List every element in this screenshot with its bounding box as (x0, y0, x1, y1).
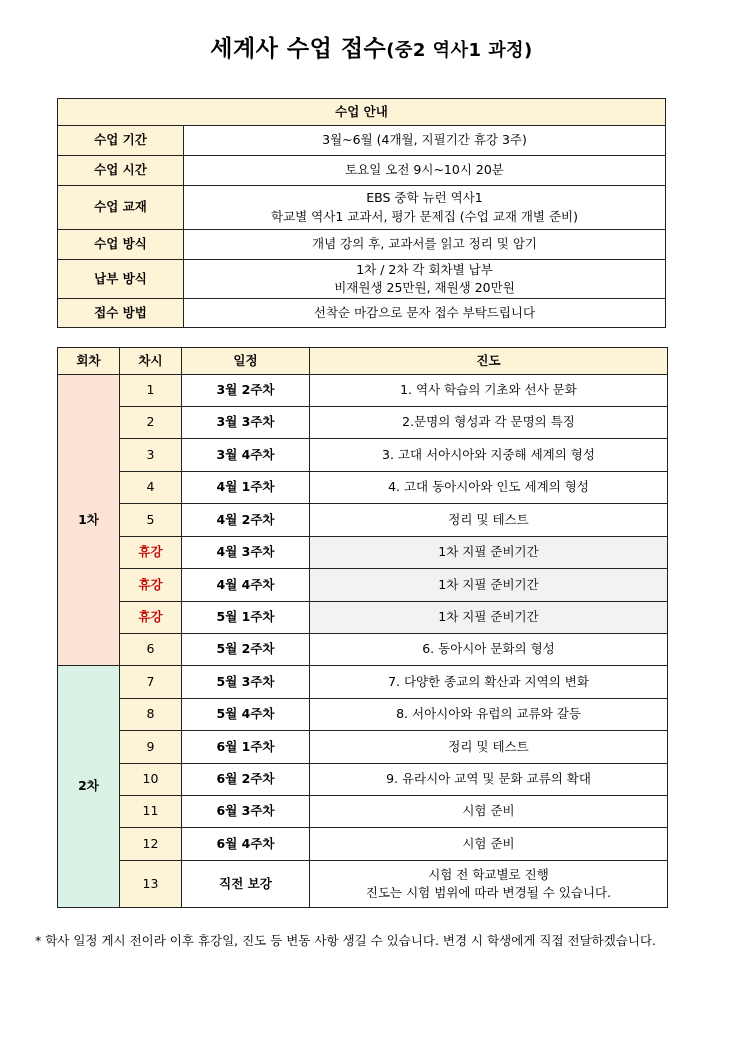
session-cell: 12 (120, 828, 182, 861)
info-value-method: 개념 강의 후, 교과서를 읽고 정리 및 암기 (184, 230, 666, 260)
session-cell: 4 (120, 472, 182, 504)
date-cell: 4월 3주차 (182, 537, 310, 569)
date-cell: 6월 3주차 (182, 796, 310, 828)
session-cell: 13 (120, 861, 182, 908)
date-cell: 직전 보강 (182, 861, 310, 908)
info-label-textbook: 수업 교재 (58, 186, 184, 230)
progress-cell: 1차 지필 준비기간 (310, 569, 668, 602)
date-cell: 4월 4주차 (182, 569, 310, 602)
progress-cell: 시험 준비 (310, 828, 668, 861)
date-cell: 3월 4주차 (182, 439, 310, 472)
progress-cell: 시험 전 학교별로 진행 진도는 시험 범위에 따라 변경될 수 있습니다. (310, 861, 668, 908)
info-label-payment: 납부 방식 (58, 260, 184, 299)
class-info-table (57, 98, 666, 328)
info-value-payment: 1차 / 2차 각 회차별 납부 비재원생 25만원, 재원생 20만원 (184, 260, 666, 299)
header-session: 차시 (120, 348, 182, 375)
group-round-1: 1차 (58, 375, 120, 666)
info-value-time: 토요일 오전 9시~10시 20분 (184, 156, 666, 186)
progress-cell: 정리 및 테스트 (310, 504, 668, 537)
info-label-apply: 접수 방법 (58, 299, 184, 328)
title-sub: (중2 역사1 과정) (386, 40, 533, 61)
info-value-period: 3월~6월 (4개월, 지필기간 휴강 3주) (184, 126, 666, 156)
header-date: 일정 (182, 348, 310, 375)
info-label-time: 수업 시간 (58, 156, 184, 186)
progress-cell: 정리 및 테스트 (310, 731, 668, 764)
page-title (0, 30, 743, 63)
date-cell: 3월 3주차 (182, 407, 310, 439)
date-cell: 5월 4주차 (182, 699, 310, 731)
date-cell: 4월 2주차 (182, 504, 310, 537)
progress-cell: 8. 서아시아와 유럽의 교류와 갈등 (310, 699, 668, 731)
session-cell: 10 (120, 764, 182, 796)
session-cell: 5 (120, 504, 182, 537)
date-cell: 6월 4주차 (182, 828, 310, 861)
session-cell: 1 (120, 375, 182, 407)
date-cell: 6월 1주차 (182, 731, 310, 764)
date-cell: 5월 1주차 (182, 602, 310, 634)
session-cell: 2 (120, 407, 182, 439)
date-cell: 4월 1주차 (182, 472, 310, 504)
group-round-2: 2차 (58, 666, 120, 908)
title-main: 세계사 수업 접수 (210, 36, 387, 62)
date-cell: 5월 2주차 (182, 634, 310, 666)
progress-cell: 9. 유라시아 교역 및 문화 교류의 확대 (310, 764, 668, 796)
progress-cell: 7. 다양한 종교의 확산과 지역의 변화 (310, 666, 668, 699)
progress-cell: 2.문명의 형성과 각 문명의 특징 (310, 407, 668, 439)
session-cell-break: 휴강 (120, 602, 182, 634)
date-cell: 5월 3주차 (182, 666, 310, 699)
schedule-table (57, 347, 668, 908)
progress-cell: 1. 역사 학습의 기초와 선사 문화 (310, 375, 668, 407)
session-cell: 8 (120, 699, 182, 731)
progress-cell: 4. 고대 동아시아와 인도 세계의 형성 (310, 472, 668, 504)
session-cell: 3 (120, 439, 182, 472)
progress-cell: 시험 준비 (310, 796, 668, 828)
progress-cell: 1차 지필 준비기간 (310, 537, 668, 569)
info-value-apply: 선착순 마감으로 문자 접수 부탁드립니다 (184, 299, 666, 328)
date-cell: 6월 2주차 (182, 764, 310, 796)
footnote: * 학사 일정 게시 전이라 이후 휴강일, 진도 등 변동 사항 생길 수 있습니다. 변경 시 학생에게 직접 전달하겠습니다. (35, 933, 656, 948)
session-cell-break: 휴강 (120, 569, 182, 602)
session-cell-break: 휴강 (120, 537, 182, 569)
header-progress: 진도 (310, 348, 668, 375)
info-value-textbook: EBS 중학 뉴런 역사1 학교별 역사1 교과서, 평가 문제집 (수업 교재 개별 준비) (184, 186, 666, 230)
info-label-method: 수업 방식 (58, 230, 184, 260)
date-cell: 3월 2주차 (182, 375, 310, 407)
session-cell: 7 (120, 666, 182, 699)
progress-cell: 6. 동아시아 문화의 형성 (310, 634, 668, 666)
info-header: 수업 안내 (58, 99, 666, 126)
session-cell: 6 (120, 634, 182, 666)
session-cell: 9 (120, 731, 182, 764)
progress-cell: 1차 지필 준비기간 (310, 602, 668, 634)
session-cell: 11 (120, 796, 182, 828)
progress-cell: 3. 고대 서아시아와 지중해 세계의 형성 (310, 439, 668, 472)
header-round: 회차 (58, 348, 120, 375)
info-label-period: 수업 기간 (58, 126, 184, 156)
